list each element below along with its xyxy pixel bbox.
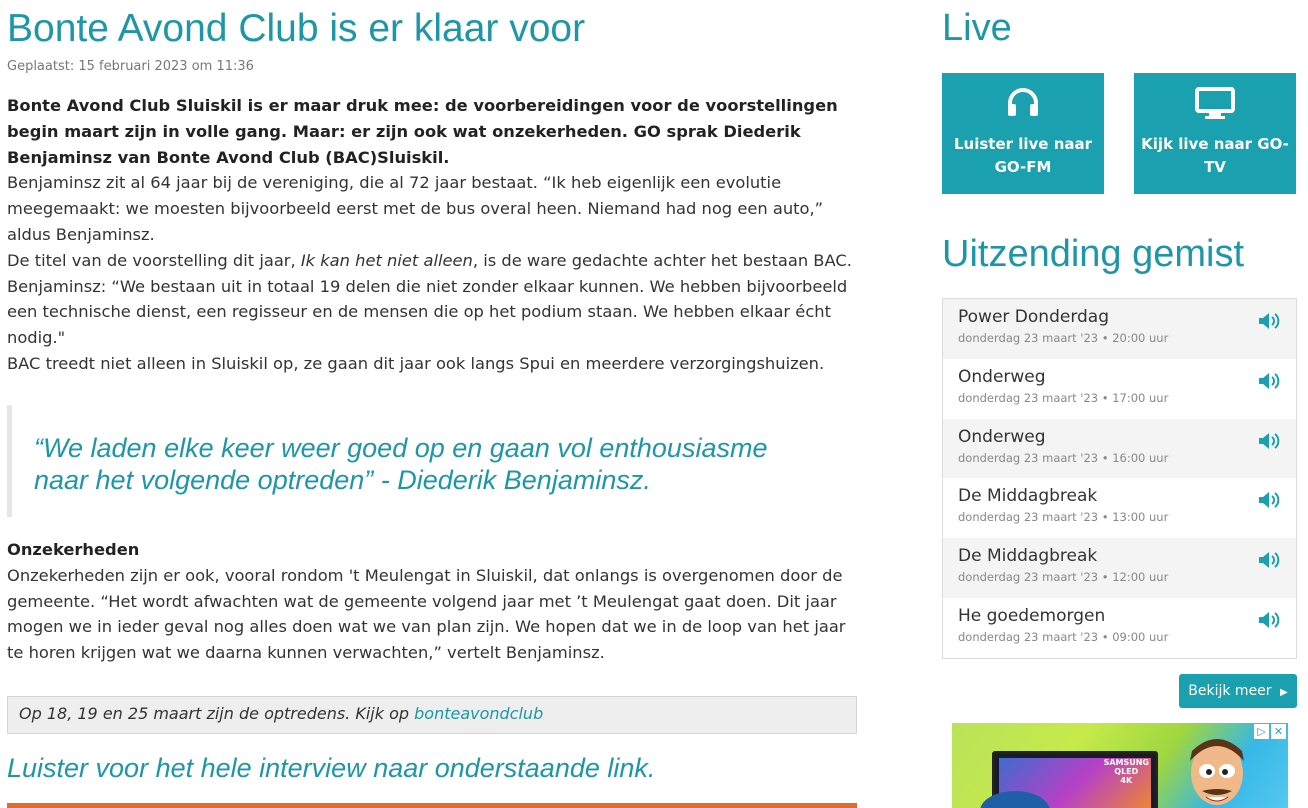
article-paragraph: BAC treedt niet alleen in Sluiskil op, ze gaan dit jaar ook langs Spui en meerdere verzorgingshuizen.: [7, 353, 825, 373]
missed-item-meta: donderdag 23 maart '23 • 13:00 uur: [958, 510, 1169, 525]
speaker-icon[interactable]: [1257, 311, 1281, 331]
ad-info-icon[interactable]: ▷: [1254, 724, 1269, 739]
advertisement[interactable]: [952, 723, 1288, 808]
section-uncertainties: [7, 537, 858, 666]
speaker-icon[interactable]: [1257, 490, 1281, 510]
missed-item-meta: donderdag 23 maart '23 • 12:00 uur: [958, 570, 1169, 585]
live-title: Live: [942, 7, 1012, 49]
speaker-icon[interactable]: [1257, 550, 1281, 570]
view-more-button[interactable]: [1179, 674, 1297, 708]
speaker-icon[interactable]: [1257, 431, 1281, 451]
bonteavondclub-link[interactable]: bonteavondclub: [414, 704, 544, 723]
tv-brand-label: [1104, 758, 1149, 785]
missed-item[interactable]: [943, 538, 1296, 598]
article-paragraph: Benjaminsz zit al 64 jaar bij de vereniging, die al 72 jaar bestaat. “Ik heb eigenlijk een evolutie meegemaakt: we moesten bijvoorbeeld eerst met de bus overal heen. Niemand had nog een auto,” aldus Benjaminsz.: [7, 173, 824, 244]
missed-title: Uitzending gemist: [942, 233, 1245, 275]
article-title: Bonte Avond Club is er klaar voor: [7, 7, 586, 50]
headphones-icon: [942, 87, 1104, 121]
watch-live-label: Kijk live naar GO-TV: [1141, 135, 1289, 176]
missed-item[interactable]: [943, 478, 1296, 538]
paragraph-text: De titel van de voorstelling dit jaar,: [7, 250, 301, 270]
article-paragraph: [7, 248, 858, 351]
sidebar: [942, 0, 1298, 808]
ad-close-icon[interactable]: ✕: [1271, 724, 1286, 739]
tv-brand: SAMSUNG: [1103, 758, 1149, 767]
listen-live-label: Luister live naar GO-FM: [953, 135, 1093, 176]
missed-item-name: Power Donderdag: [958, 307, 1110, 327]
missed-list: [942, 298, 1297, 659]
missed-item-name: He goedemorgen: [958, 605, 1106, 626]
tv-resolution: 4K: [1120, 776, 1133, 785]
show-title: Ik kan het niet alleen: [300, 250, 473, 270]
pull-quote-text: “We laden elke keer weer goed op en gaan vol enthousiasme naar het volgende optreden” - Diederik Benjaminsz.: [34, 433, 768, 495]
missed-item-name: Onderweg: [958, 426, 1046, 447]
audio-player-edge: [7, 803, 857, 808]
speaker-icon[interactable]: [1257, 371, 1281, 391]
watch-live-tile[interactable]: [1134, 73, 1296, 194]
missed-item[interactable]: [943, 598, 1296, 658]
cartoon-face-image: [1172, 733, 1262, 808]
missed-item-meta: donderdag 23 maart '23 • 20:00 uur: [958, 331, 1169, 345]
missed-item-name: Onderweg: [958, 366, 1046, 387]
performance-note: [7, 696, 857, 734]
missed-item[interactable]: [943, 299, 1296, 359]
chevron-right-icon: ▶: [1280, 687, 1288, 698]
listen-heading: Luister voor het hele interview naar onderstaande link.: [7, 753, 656, 783]
missed-item-name: De Middagbreak: [958, 486, 1098, 507]
section-text: Onzekerheden zijn er ook, vooral rondom 't Meulengat in Sluiskil, dat onlangs is overgenomen door de gemeente. “Het wordt afwachten wat de gemeente volgend jaar met ’t Meulengat gaat doen. Dit jaar mogen we in ieder geval nog alles doen wat we van plan zijn. We hopen dat we in de loop van het jaar te horen krijgen wat we daarna kunnen verwachten,” vertelt Benjaminsz.: [7, 565, 846, 663]
monitor-icon: [1134, 87, 1296, 121]
paragraph-text: , is de ware gedachte achter het bestaan BAC. Benjaminsz: “We bestaan uit in totaal 19 delen die niet zonder elkaar kunnen. We hebben bijvoorbeeld een technische dienst, een regisseur en de mensen die op het podium staan. We hebben elkaar écht nodig.": [7, 250, 852, 348]
note-text: Op 18, 19 en 25 maart zijn de optredens. Kijk op: [19, 704, 415, 723]
missed-item[interactable]: [943, 419, 1296, 479]
missed-item-meta: donderdag 23 maart '23 • 17:00 uur: [958, 390, 1169, 405]
missed-item-meta: donderdag 23 maart '23 • 16:00 uur: [958, 450, 1169, 465]
listen-live-tile[interactable]: [942, 73, 1104, 194]
speaker-icon[interactable]: [1257, 610, 1281, 630]
missed-item-name: De Middagbreak: [958, 546, 1098, 567]
view-more-label: Bekijk meer: [1188, 683, 1272, 699]
article-lead: Bonte Avond Club Sluiskil is er maar druk mee: de voorbereidingen voor de voorstellingen begin maart zijn in volle gang. Maar: er zijn ook wat onzekerheden. GO sprak Diederik Benjaminsz van Bonte Avond Club (BAC)Sluiskil.: [7, 96, 838, 167]
posted-date: Geplaatst: 15 februari 2023 om 11:36: [7, 59, 254, 74]
missed-item[interactable]: [943, 359, 1296, 419]
article-body: [7, 93, 858, 377]
pull-quote: [7, 405, 837, 517]
section-heading: Onzekerheden: [7, 540, 140, 559]
tv-model: QLED: [1114, 767, 1139, 776]
missed-item-meta: donderdag 23 maart '23 • 09:00 uur: [958, 629, 1169, 644]
